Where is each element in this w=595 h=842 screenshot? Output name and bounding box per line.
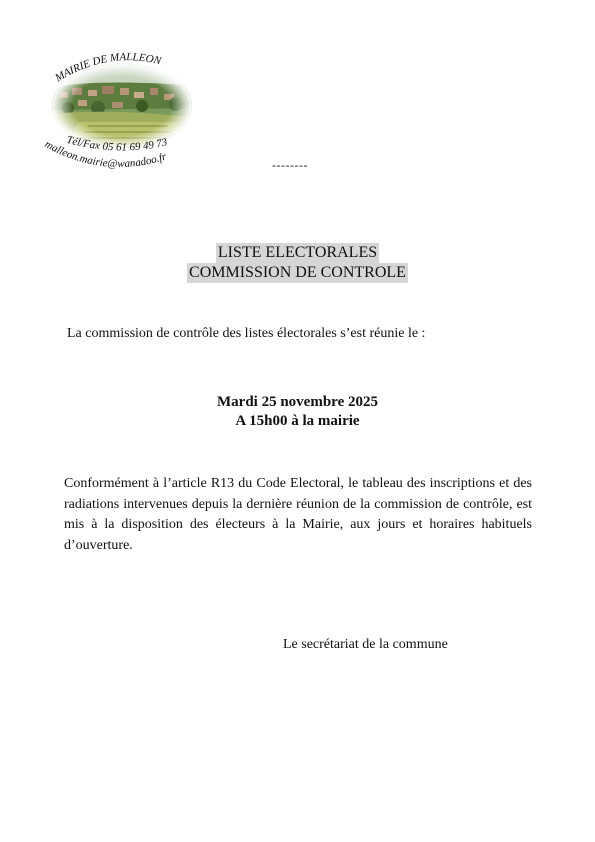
meeting-date: Mardi 25 novembre 2025 [217, 394, 378, 410]
logo-email-text: malleon.mairie@wanadoo.fr [42, 138, 168, 171]
title-line-1: LISTE ELECTORALES [217, 244, 378, 261]
document-title [0, 243, 595, 283]
logo-phone-text: Tél/Fax 05 61 69 49 73 [65, 133, 169, 154]
title-line-2: COMMISSION DE CONTROLE [189, 264, 406, 281]
town-hall-logo [38, 48, 208, 188]
meeting-time-place: A 15h00 à la mairie [235, 413, 360, 429]
meeting-info [0, 393, 595, 431]
village-photo-icon [38, 48, 208, 188]
separator-dashes: -------- [272, 158, 308, 172]
logo-top-text: MAIRIE DE MALLEON [53, 51, 163, 85]
body-paragraph: Conformément à l’article R13 du Code Electoral, le tableau des inscriptions et des radiations intervenues depuis la dernière réunion de la commission de contrôle, est mis à la disposition des électeurs à la Mairie, aux jours et horaires habituels d’ouverture. [64, 476, 532, 553]
intro-paragraph: La commission de contrôle des listes électorales s’est réunie le : [67, 326, 426, 341]
signature: Le secrétariat de la commune [283, 637, 448, 652]
